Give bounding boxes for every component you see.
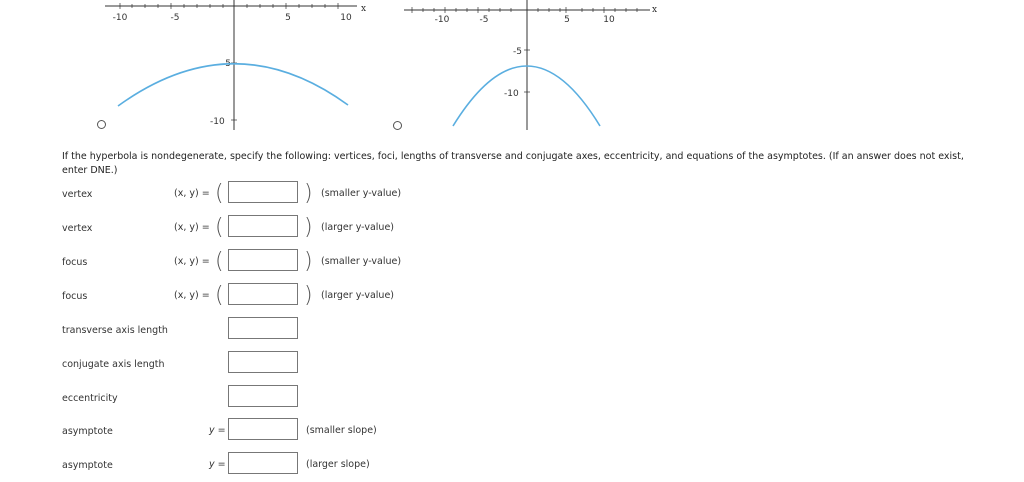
row-note: (smaller slope) bbox=[306, 425, 377, 436]
asymptote-larger-row bbox=[0, 452, 1024, 480]
open-paren: ( bbox=[215, 249, 224, 274]
vertex-larger-input[interactable] bbox=[228, 215, 298, 237]
close-paren: ) bbox=[304, 283, 313, 308]
graph-option-right bbox=[390, 0, 675, 140]
xy-equals-label: (x, y) = bbox=[174, 290, 210, 301]
row-label: vertex bbox=[62, 189, 93, 200]
focus-smaller-row bbox=[0, 249, 1024, 277]
row-label: eccentricity bbox=[62, 393, 118, 404]
x-tick-label: -5 bbox=[479, 15, 489, 25]
x-tick-label: 10 bbox=[603, 15, 615, 25]
asymptote-smaller-row bbox=[0, 418, 1024, 446]
y-equals-label: y = bbox=[209, 459, 226, 470]
x-tick-label: -5 bbox=[170, 13, 180, 23]
focus-larger-input[interactable] bbox=[228, 283, 298, 305]
xy-equals-label: (x, y) = bbox=[174, 256, 210, 267]
row-note: (larger y-value) bbox=[321, 222, 394, 233]
row-label: focus bbox=[62, 291, 88, 302]
focus-smaller-input[interactable] bbox=[228, 249, 298, 271]
conjugate-axis-input[interactable] bbox=[228, 351, 298, 373]
y-equals-label: y = bbox=[209, 425, 226, 436]
xy-equals-label: (x, y) = bbox=[174, 188, 210, 199]
x-tick-label: 5 bbox=[285, 13, 291, 23]
row-note: (smaller y-value) bbox=[321, 256, 402, 267]
row-label: vertex bbox=[62, 223, 93, 234]
hyperbola-curve bbox=[118, 64, 348, 106]
y-tick-label: -5 bbox=[513, 47, 522, 57]
focus-larger-row bbox=[0, 283, 1024, 311]
x-tick-label: 5 bbox=[564, 15, 570, 25]
x-tick-label: -10 bbox=[434, 15, 450, 25]
transverse-axis-row bbox=[0, 317, 1024, 345]
radio-option-left[interactable] bbox=[97, 120, 106, 129]
y-tick-label: -10 bbox=[504, 89, 519, 99]
row-label: conjugate axis length bbox=[62, 359, 165, 370]
close-paren: ) bbox=[304, 215, 313, 240]
y-tick-label: -10 bbox=[210, 117, 225, 127]
close-paren: ) bbox=[304, 181, 313, 206]
asymptote-larger-input[interactable] bbox=[228, 452, 298, 474]
question-prompt: If the hyperbola is nondegenerate, specify the following: vertices, foci, lengths of transverse and conjugate axes, eccentricity, and equations of the asymptotes. (If an answer does not exist, enter DNE.) bbox=[62, 151, 964, 176]
x-tick-label: 10 bbox=[340, 13, 352, 23]
vertex-smaller-input[interactable] bbox=[228, 181, 298, 203]
row-note: (smaller y-value) bbox=[321, 188, 402, 199]
close-paren: ) bbox=[304, 249, 313, 274]
eccentricity-input[interactable] bbox=[228, 385, 298, 407]
radio-option-right[interactable] bbox=[393, 121, 402, 130]
row-label: focus bbox=[62, 257, 88, 268]
transverse-axis-input[interactable] bbox=[228, 317, 298, 339]
row-label: asymptote bbox=[62, 426, 113, 437]
x-axis-label: x bbox=[361, 4, 367, 14]
open-paren: ( bbox=[215, 283, 224, 308]
row-label: transverse axis length bbox=[62, 325, 168, 336]
xy-equals-label: (x, y) = bbox=[174, 222, 210, 233]
open-paren: ( bbox=[215, 181, 224, 206]
open-paren: ( bbox=[215, 215, 224, 240]
row-note: (larger slope) bbox=[306, 459, 370, 470]
eccentricity-row bbox=[0, 385, 1024, 413]
vertex-smaller-row bbox=[0, 181, 1024, 209]
row-note: (larger y-value) bbox=[321, 290, 394, 301]
asymptote-smaller-input[interactable] bbox=[228, 418, 298, 440]
row-label: asymptote bbox=[62, 460, 113, 471]
vertex-larger-row bbox=[0, 215, 1024, 243]
conjugate-axis-row bbox=[0, 351, 1024, 379]
x-axis-label: x bbox=[652, 5, 658, 15]
y-tick-label: -5 bbox=[222, 59, 231, 69]
x-tick-label: -10 bbox=[112, 13, 128, 23]
graph-option-left bbox=[95, 0, 380, 140]
